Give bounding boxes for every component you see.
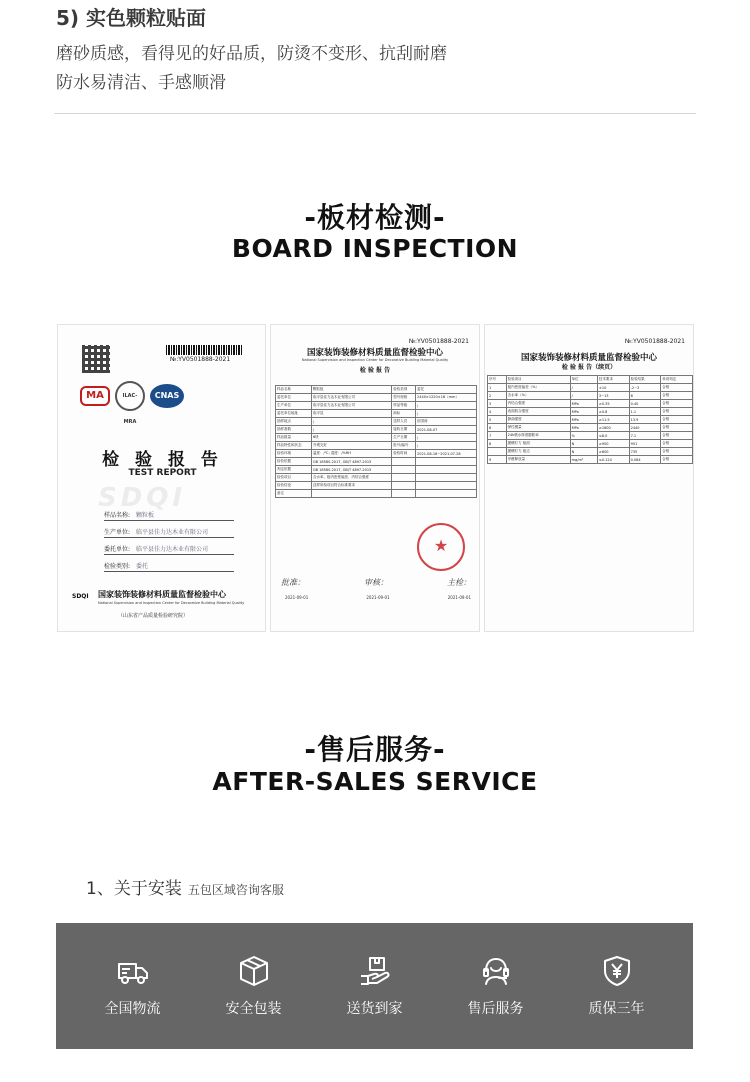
table-cell: MPa	[570, 424, 597, 432]
report-title: 检 验 报 告	[102, 450, 223, 470]
inspection-heading-en: BOARD INSPECTION	[231, 234, 519, 263]
cnas-logo: CNAS	[150, 384, 184, 408]
service-label: 质保三年	[588, 1001, 645, 1017]
table-cell: 序号	[488, 376, 507, 384]
table-cell: 内结合强度	[506, 400, 570, 408]
table-cell	[488, 448, 507, 456]
report-summary-image	[270, 324, 480, 632]
table-cell: ≥1800	[597, 424, 629, 432]
table-cell: GB 18580-2017, GB/T 4897-2015	[311, 466, 391, 474]
table-cell: 7	[488, 432, 507, 440]
table-row	[488, 408, 693, 416]
table-row	[276, 450, 477, 458]
date-approve: 2021-09-01	[285, 595, 309, 600]
shield-yuan-icon	[600, 954, 634, 988]
table-cell: 含水率（%）	[506, 392, 570, 400]
qr-code	[82, 345, 110, 373]
table-cell: 合格	[661, 416, 693, 424]
table-row	[276, 402, 477, 410]
table-cell: 委托单位	[276, 394, 312, 402]
feature-description-line-1: 磨砂质感，看得见的好品质，防烫不变形、抗刮耐磨	[56, 44, 447, 64]
service-item-packaging	[199, 954, 309, 1018]
table-cell: 0.40	[629, 400, 661, 408]
signature-approve: 批准：	[281, 578, 305, 587]
institution-name-en: National Supervision and Inspection Center for Decorative Building Material Quality	[98, 601, 245, 605]
table-row	[276, 442, 477, 450]
signature-dates	[285, 595, 471, 600]
table-row	[488, 392, 693, 400]
table-cell: 委托单位地址	[276, 410, 312, 418]
table-cell: 3~13	[597, 392, 629, 400]
table-cell: ≤8.0	[597, 432, 629, 440]
table-cell: 批号/编号	[392, 442, 416, 450]
table-cell: MPa	[570, 400, 597, 408]
package-icon	[237, 954, 271, 988]
table-cell: 检验环境	[276, 450, 312, 458]
report-institution: 国家装饰装修材料质量监督检验中心	[306, 348, 443, 358]
inspection-heading-cn: -板材检测-	[304, 201, 446, 234]
table-cell: 6块	[311, 434, 391, 442]
table-cell: 抽样地点	[276, 418, 312, 426]
service-heading-cn: -售后服务-	[304, 733, 446, 766]
signature-row	[281, 577, 471, 588]
table-cell: 2440	[629, 424, 661, 432]
table-cell: -2~3	[629, 384, 661, 392]
table-cell: /	[570, 392, 597, 400]
report-institution: 国家装饰装修材料质量监督检验中心	[520, 353, 657, 363]
table-row	[488, 400, 693, 408]
table-row	[276, 394, 477, 402]
table-cell: 田国涛	[416, 418, 477, 426]
installation-info	[86, 874, 284, 899]
table-row	[488, 384, 693, 392]
table-cell: 温度：/℃; 湿度：/%RH	[311, 450, 391, 458]
table-cell: 弹性模量	[506, 424, 570, 432]
installation-title: 1、关于安装	[86, 879, 182, 899]
table-cell: 外观完好	[311, 442, 391, 450]
service-label: 售后服务	[467, 1001, 524, 1017]
table-cell: 委托	[416, 386, 477, 394]
table-cell: 2440×1220×18（mm）	[416, 394, 477, 402]
table-cell: 送样所检项目符合标准要求	[311, 482, 391, 490]
table-cell	[392, 490, 416, 498]
table-cell: 抽样基数	[276, 426, 312, 434]
divider	[54, 113, 696, 114]
table-cell: 检验类别	[392, 386, 416, 394]
report-heading: 检 验 报 告	[359, 367, 391, 374]
table-cell: 2021-08-07	[416, 426, 477, 434]
table-row	[488, 456, 693, 464]
table-cell: 生产日期	[392, 434, 416, 442]
table-row	[488, 376, 693, 384]
service-label: 安全包装	[225, 1001, 282, 1017]
table-cell: 样品等级	[392, 402, 416, 410]
table-row	[276, 410, 477, 418]
signature-inspector: 主检：	[447, 578, 471, 587]
table-cell: ≥900	[597, 440, 629, 448]
table-cell	[416, 466, 477, 474]
service-label: 送货到家	[346, 1001, 403, 1017]
table-cell: MPa	[570, 416, 597, 424]
date-review: 2021-09-01	[366, 595, 390, 600]
table-cell: 生产单位	[276, 402, 312, 410]
signature-review: 审核：	[364, 578, 388, 587]
report-cover-image	[57, 324, 266, 632]
table-cell: /	[416, 402, 477, 410]
feature-description-line-2: 防水易清洁、手感顺滑	[56, 73, 226, 93]
service-heading-en: AFTER-SALES SERVICE	[212, 767, 538, 796]
table-cell: 合格	[661, 408, 693, 416]
table-cell: 合格	[661, 440, 693, 448]
table-cell	[416, 490, 477, 498]
table-cell: 商标	[392, 410, 416, 418]
table-cell: 8	[629, 392, 661, 400]
table-cell: 甲醛释放量	[506, 456, 570, 464]
table-cell: ≥0.35	[597, 400, 629, 408]
table-cell: 备注	[276, 490, 312, 498]
table-row	[276, 490, 477, 498]
home-delivery-icon	[358, 954, 392, 988]
table-cell: 检验依据	[276, 458, 312, 466]
table-cell: ≥600	[597, 448, 629, 456]
table-cell: 接收日期	[392, 426, 416, 434]
table-row	[276, 386, 477, 394]
table-cell: 样品名称	[276, 386, 312, 394]
field-sample-name: 样品名称: 颗粒板	[104, 510, 234, 521]
summary-table	[275, 385, 477, 498]
table-cell: 合格	[661, 392, 693, 400]
ilac-mra-logo: ILAC-MRA	[115, 381, 145, 411]
table-cell: N	[570, 440, 597, 448]
table-cell: 8	[488, 440, 507, 448]
table-row	[488, 432, 693, 440]
table-cell: ±10	[597, 384, 629, 392]
report-number: №:YV0501888-2021	[624, 338, 685, 345]
truck-icon	[116, 954, 150, 988]
table-cell: 合格	[661, 424, 693, 432]
report-heading: 检 验 报 告（续页）	[561, 364, 617, 371]
table-cell: 检验结果	[629, 376, 661, 384]
table-cell: 检验项目	[276, 474, 312, 482]
table-cell: 合格	[661, 448, 693, 456]
report-number: №:YV0501888-2021	[408, 338, 469, 345]
table-cell: 型号规格	[392, 394, 416, 402]
table-cell: MPa	[570, 408, 597, 416]
table-cell: 735	[629, 448, 661, 456]
table-cell	[416, 474, 477, 482]
section-title: 5) 实色颗粒贴面	[56, 6, 207, 30]
table-cell: /	[311, 418, 391, 426]
table-row	[488, 440, 693, 448]
table-row	[276, 434, 477, 442]
table-cell: 2	[488, 392, 507, 400]
table-cell: 合格	[661, 456, 693, 464]
table-cell: 检验时间	[392, 450, 416, 458]
field-test-category: 检验类别: 委托	[104, 561, 234, 572]
table-row	[276, 418, 477, 426]
results-table	[487, 375, 693, 464]
table-cell: 握螺钉力 板面	[506, 440, 570, 448]
service-item-warranty	[562, 954, 672, 1018]
table-cell: 单项判定	[661, 376, 693, 384]
table-cell: 静曲强度	[506, 416, 570, 424]
institution-subtitle: （山东省产品质量检验研究院）	[118, 613, 189, 619]
table-cell: 6	[488, 424, 507, 432]
installation-note: 五包区域咨询客服	[187, 883, 284, 897]
table-row	[276, 474, 477, 482]
table-cell: N	[570, 448, 597, 456]
table-cell: 临平县佳力达木业有限公司	[311, 402, 391, 410]
table-cell: 表面胶合强度	[506, 408, 570, 416]
table-cell: 握螺钉力 板边	[506, 448, 570, 456]
table-row	[488, 416, 693, 424]
report-results-image	[484, 324, 694, 632]
table-cell: 检验项目	[506, 376, 570, 384]
table-cell: 单位	[570, 376, 597, 384]
table-cell: 1	[488, 384, 507, 392]
table-cell: 13.9	[629, 416, 661, 424]
cma-logo: MA	[80, 386, 110, 406]
barcode	[166, 345, 242, 355]
table-cell: mg/m³	[570, 456, 597, 464]
table-cell	[392, 458, 416, 466]
table-row	[276, 426, 477, 434]
table-cell: ≥11.5	[597, 416, 629, 424]
table-cell: 951	[629, 440, 661, 448]
table-cell: /	[570, 384, 597, 392]
field-client: 委托单位: 临平县佳力达木业有限公司	[104, 544, 234, 555]
official-stamp: ★	[417, 523, 465, 571]
table-cell	[416, 482, 477, 490]
table-row	[488, 448, 693, 456]
table-cell: 4	[488, 408, 507, 416]
table-cell: 5	[488, 416, 507, 424]
table-cell: 样品数量	[276, 434, 312, 442]
table-cell: 临平县佳力达木业有限公司	[311, 394, 391, 402]
table-cell: 合格	[661, 432, 693, 440]
table-cell: 0.084	[629, 456, 661, 464]
table-cell: 判定依据	[276, 466, 312, 474]
table-cell	[392, 466, 416, 474]
table-cell: 技术要求	[597, 376, 629, 384]
table-row	[488, 424, 693, 432]
table-cell: 9	[488, 456, 507, 464]
table-cell: GB 18580-2017, GB/T 4897-2015	[311, 458, 391, 466]
table-cell	[392, 474, 416, 482]
report-number: №:YV0501888-2021	[170, 356, 231, 363]
table-cell: 合格	[661, 400, 693, 408]
service-label: 全国物流	[104, 1001, 161, 1017]
table-cell: /	[416, 410, 477, 418]
table-row	[276, 482, 477, 490]
watermark-brand: SDQI	[98, 483, 187, 513]
field-manufacturer: 生产单位: 临平县佳力达木业有限公司	[104, 527, 234, 538]
customer-service-icon	[479, 954, 513, 988]
table-cell: 检验结论	[276, 482, 312, 490]
table-cell: 颗粒板	[311, 386, 391, 394]
table-cell: ≤0.124	[597, 456, 629, 464]
report-title-en: TEST REPORT	[128, 468, 197, 478]
service-item-logistics	[78, 954, 188, 1018]
table-cell: 7.1	[629, 432, 661, 440]
table-cell: 2021-08-18~2021-07-28	[416, 450, 477, 458]
table-cell: 合格	[661, 384, 693, 392]
table-cell: 24h吸水厚度膨胀率	[506, 432, 570, 440]
table-cell: 1.1	[629, 408, 661, 416]
table-row	[276, 458, 477, 466]
certification-logos	[80, 381, 184, 425]
table-cell: /	[311, 426, 391, 434]
report-institution-en: National Supervision and Inspection Center for Decorative Building Material Quality	[301, 358, 449, 362]
table-cell: /	[416, 434, 477, 442]
table-cell: 3	[488, 400, 507, 408]
service-item-delivery	[320, 954, 430, 1018]
table-cell	[311, 490, 391, 498]
table-cell: 板内密度偏差（%）	[506, 384, 570, 392]
institution-name: 国家装饰装修材料质量监督检验中心	[98, 590, 226, 599]
table-cell: 样品特性和状态	[276, 442, 312, 450]
table-cell: 含水率、板内密度偏差、内结合强度	[311, 474, 391, 482]
service-item-after-sales	[441, 954, 551, 1018]
table-cell: %	[570, 432, 597, 440]
table-cell: ≥0.8	[597, 408, 629, 416]
table-cell	[392, 482, 416, 490]
date-inspector: 2021-09-01	[447, 595, 471, 600]
service-bar	[56, 923, 693, 1049]
table-cell	[416, 458, 477, 466]
table-row	[276, 466, 477, 474]
table-cell: 送样人员	[392, 418, 416, 426]
sdqi-logo: SDQI	[72, 593, 89, 600]
table-cell: 临平县	[311, 410, 391, 418]
table-cell: /	[416, 442, 477, 450]
